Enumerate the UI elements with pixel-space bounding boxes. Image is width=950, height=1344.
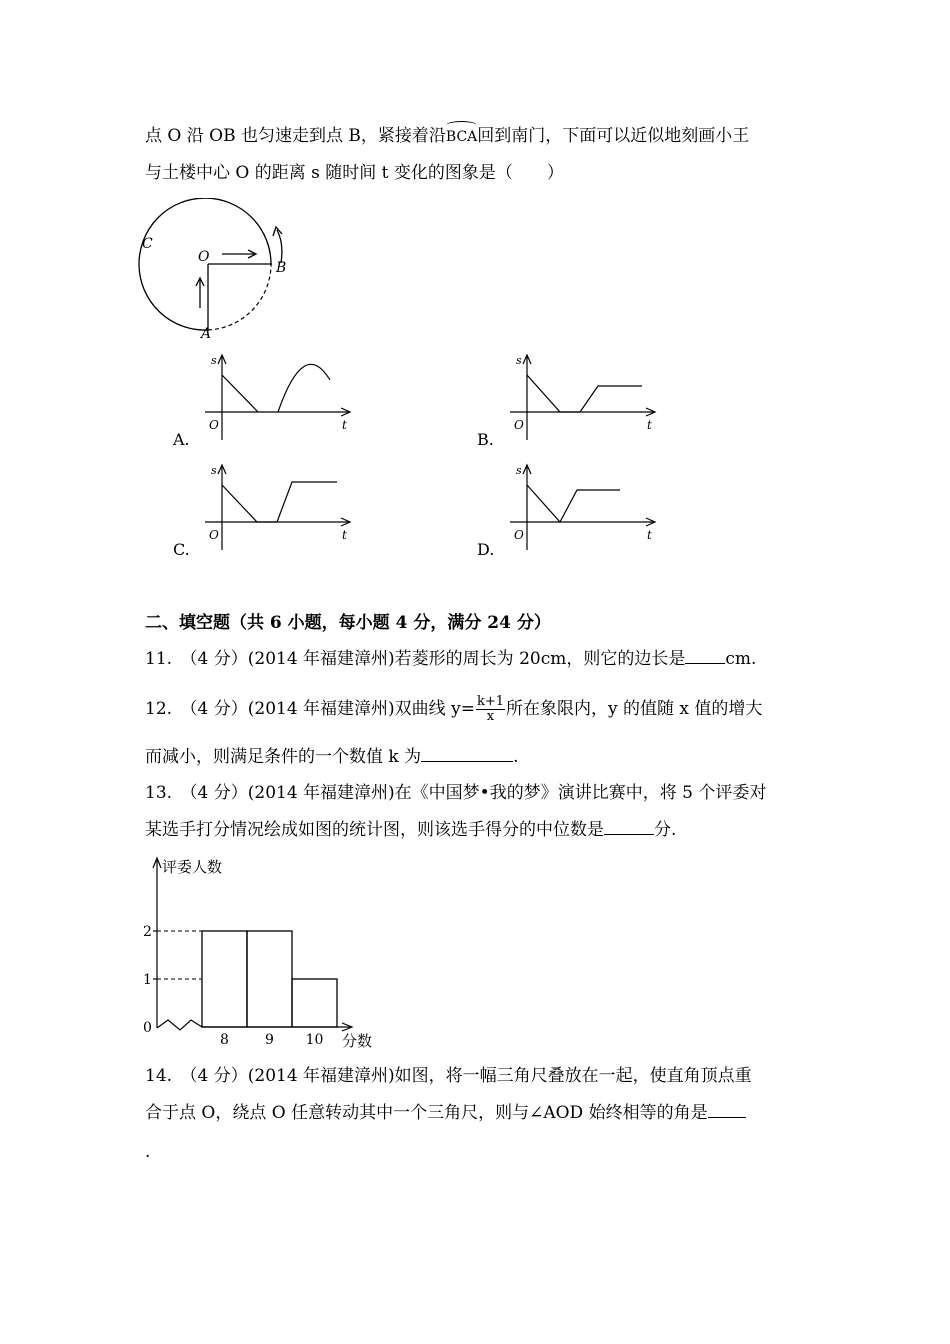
axis-s: s xyxy=(516,464,522,477)
axis-t: t xyxy=(342,418,347,432)
q10-line2: 与土楼中心 O 的距离 s 随时间 t 变化的图象是（ ） xyxy=(145,163,564,183)
option-d-label: D. xyxy=(477,540,495,559)
axis-origin: O xyxy=(209,418,219,432)
label-o: O xyxy=(198,249,210,265)
chart-ytick-label: 2 xyxy=(143,924,152,940)
q10-line1 xyxy=(145,124,749,149)
q11-unit: cm. xyxy=(725,649,757,669)
chart-ylabel: 评委人数 xyxy=(162,858,223,876)
arc-bca: BCA xyxy=(446,125,477,149)
q14-line2 xyxy=(145,1101,746,1125)
option-c-curve xyxy=(222,482,337,522)
axis-s: s xyxy=(211,464,217,477)
q11-text: 11. （4 分）(2014 年福建漳州)若菱形的周长为 20cm，则它的边长是 xyxy=(145,649,686,669)
q12-numerator: k+1 xyxy=(476,694,504,709)
axis-origin: O xyxy=(514,528,524,542)
axis-origin: O xyxy=(209,528,219,542)
chart-xtick-label: 9 xyxy=(265,1032,274,1048)
circle-dashed-arc xyxy=(208,265,271,330)
option-b-graph xyxy=(505,352,660,442)
q12-line2-text: 而减小，则满足条件的一个数值 k 为 xyxy=(145,747,422,767)
q11 xyxy=(145,647,756,671)
option-b-label: B. xyxy=(477,430,494,449)
q12-denominator: x xyxy=(486,709,495,724)
q14-line2-text: 合于点 O，绕点 O 任意转动其中一个三角尺，则与∠AOD 始终相等的角是 xyxy=(145,1103,708,1123)
q13-bar-chart xyxy=(138,850,388,1050)
q14-line1: 14. （4 分）(2014 年福建漳州)如图，将一幅三角尺叠放在一起，使直角顶点重 xyxy=(145,1066,752,1086)
axis-s: s xyxy=(211,354,217,367)
section-2-title: 二、填空题（共 6 小题，每小题 4 分，满分 24 分） xyxy=(145,613,551,633)
q13-line2-text: 某选手打分情况绘成如图的统计图，则该选手得分的中位数是 xyxy=(145,820,604,840)
label-a: A xyxy=(201,326,212,342)
chart-bar xyxy=(292,979,337,1027)
option-d-curve xyxy=(527,485,620,522)
option-c-graph xyxy=(200,462,355,552)
q12-text: 12. （4 分）(2014 年福建漳州)双曲线 y= xyxy=(145,699,475,719)
q10-line1-post: 回到南门，下面可以近似地刻画小王 xyxy=(477,126,750,146)
q13-line2-end: 分. xyxy=(654,820,677,840)
chart-ytick-label: 1 xyxy=(143,972,152,988)
q13-line1: 13. （4 分）(2014 年福建漳州)在《中国梦•我的梦》演讲比赛中，将 5 个评委对 xyxy=(145,783,767,803)
q13-answer-blank[interactable] xyxy=(604,818,654,835)
option-a-curve xyxy=(278,364,330,412)
q14-line3: . xyxy=(145,1142,151,1162)
option-c-label: C. xyxy=(173,540,190,559)
q12-line2 xyxy=(145,745,519,769)
axis-t: t xyxy=(647,418,652,432)
chart-ytick-label: 0 xyxy=(143,1020,152,1036)
chart-axis-break-icon xyxy=(157,1020,202,1030)
option-a-label: A. xyxy=(173,430,190,449)
chart-bar xyxy=(202,931,247,1027)
label-c: C xyxy=(142,236,153,252)
q12-answer-blank[interactable] xyxy=(421,745,513,762)
q13-line2 xyxy=(145,818,676,842)
chart-xtick-label: 8 xyxy=(220,1032,229,1048)
q14-answer-blank[interactable] xyxy=(708,1101,746,1118)
option-d-graph xyxy=(505,462,660,552)
q11-answer-blank[interactable] xyxy=(685,647,725,664)
q12-line1 xyxy=(145,694,762,724)
chart-xlabel: 分数 xyxy=(342,1032,373,1050)
q12-line2-end: . xyxy=(513,747,519,767)
axis-s: s xyxy=(516,354,522,367)
chart-xtick-label: 10 xyxy=(305,1032,324,1048)
arc-arrow-shaft xyxy=(277,230,282,263)
tulou-figure xyxy=(138,198,308,343)
axis-t: t xyxy=(647,528,652,542)
chart-bar xyxy=(247,931,292,1027)
option-a-graph xyxy=(200,352,355,442)
axis-t: t xyxy=(342,528,347,542)
q12-fraction xyxy=(476,695,505,724)
label-b: B xyxy=(276,260,287,276)
option-b-curve xyxy=(527,375,642,412)
axis-origin: O xyxy=(514,418,524,432)
q12-text-post: 所在象限内，y 的值随 x 值的增大 xyxy=(506,699,763,719)
q10-line1-pre: 点 O 沿 OB 也匀速走到点 B，紧接着沿 xyxy=(145,126,446,146)
